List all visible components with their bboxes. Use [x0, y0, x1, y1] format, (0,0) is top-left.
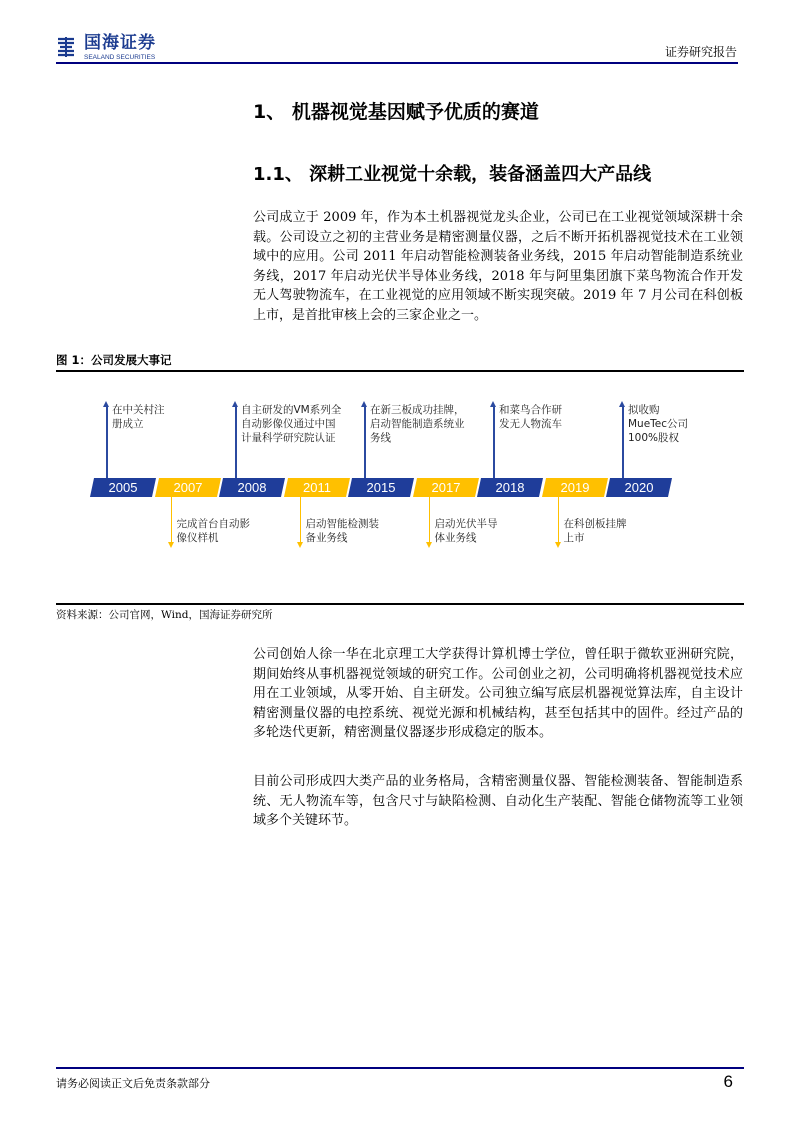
timeline-year-2017 — [412, 478, 478, 497]
timeline-year-2008 — [219, 478, 285, 497]
timeline-event: 完成首台自动影 像仪样机 — [176, 518, 250, 544]
timeline-year-label: 2011 — [302, 480, 331, 495]
logo-text-en: SEALAND SECURITIES — [84, 54, 156, 61]
timeline-year-2020 — [606, 478, 672, 497]
timeline-event: 拟收购 MueTec公司 100%股权 — [628, 404, 689, 444]
arrow-up-icon — [622, 406, 624, 478]
timeline-year-label: 2017 — [431, 480, 460, 495]
arrow-down-icon — [171, 497, 173, 543]
arrow-down-icon — [429, 497, 431, 543]
timeline-event: 自主研发的VM系列全 自动影像仪通过中国 计量科学研究院认证 — [241, 404, 342, 444]
timeline-year-label: 2019 — [560, 480, 589, 495]
timeline-year-2011 — [283, 478, 349, 497]
header-divider — [56, 62, 738, 64]
figure-title: 图 1：公司发展大事记 — [56, 353, 172, 367]
timeline-year-label: 2007 — [173, 480, 202, 495]
footer-divider — [56, 1067, 744, 1069]
timeline-year-2018 — [477, 478, 543, 497]
timeline-year-label: 2018 — [495, 480, 525, 495]
disclaimer-note: 请务必阅读正文后免责条款部分 — [56, 1077, 210, 1090]
page-number: 6 — [723, 1072, 733, 1091]
section-title: 1、 机器视觉基因赋予优质的赛道 — [253, 101, 539, 123]
timeline-event: 启动智能检测装 备业务线 — [305, 518, 379, 544]
arrow-up-icon — [364, 406, 366, 478]
arrow-up-icon — [106, 406, 108, 478]
figure-top-rule — [56, 370, 744, 372]
timeline-year-label: 2005 — [108, 480, 138, 495]
timeline-event: 在中关村注 册成立 — [112, 404, 165, 430]
figure-bottom-rule — [56, 603, 744, 605]
arrow-down-icon — [300, 497, 302, 543]
arrow-up-icon — [235, 406, 237, 478]
timeline-year-label: 2020 — [624, 480, 654, 495]
timeline-year-2007 — [154, 478, 220, 497]
products-paragraph: 目前公司形成四大类产品的业务格局，含精密测量仪器、智能检测装备、智能制造系统、无人物流车等，包含尺寸与缺陷检测、自动化生产装配、智能仓储物流等工业领域多个关键环节。 — [253, 774, 743, 828]
founder-paragraph: 公司创始人徐一华在北京理工大学获得计算机博士学位，曾任职于微软亚洲研究院，期间始终从事机器视觉领域的研究工作。公司创业之初，公司明确将机器视觉技术应用在工业领域，从零开始、自主研发。公司独立编写底层机器视觉算法库，自主设计精密测量仪器的电控系统、视觉光源和机械结构，甚至包括其中的固件。经过产品的多轮迭代更新，精密测量仪器逐步形成稳定的版本。 — [253, 647, 743, 740]
arrow-up-icon — [493, 406, 495, 478]
arrow-down-icon — [558, 497, 560, 543]
timeline-year-label: 2008 — [237, 480, 267, 495]
timeline-event: 启动光伏半导 体业务线 — [434, 518, 498, 544]
timeline-event: 在新三板成功挂牌， 启动智能制造系统业 务线 — [370, 404, 465, 444]
logo-text-cn: 国海证券 — [84, 33, 156, 53]
timeline-year-label: 2015 — [366, 480, 396, 495]
intro-paragraph: 公司成立于 2009 年，作为本土机器视觉龙头企业，公司已在工业视觉领域深耕十余载。公司设立之初的主营业务是精密测量仪器，之后不断开拓机器视觉技术在工业领域中的应用。公司 2011 年启动智能检测装备业务线，2015 年启动智能制造系统业务线，2017 年启动光伏半导体业务线，2018 年与阿里集团旗下菜鸟物流合作开发无人驾驶物流车，在工业视觉的应用领域不断实现突破。2019 年 7 月公司在科创板上市，是首批审核上会的三家企业之一。 — [253, 210, 743, 323]
timeline-year-2015 — [348, 478, 414, 497]
timeline-event: 在科创板挂牌 上市 — [563, 518, 627, 544]
timeline-year-2005 — [90, 478, 156, 497]
subsection-title: 1.1、 深耕工业视觉十余载，装备涵盖四大产品线 — [253, 164, 652, 185]
report-type-label: 证券研究报告 — [664, 45, 737, 59]
figure-source: 资料来源：公司官网，Wind，国海证券研究所 — [56, 609, 273, 621]
timeline-event: 和菜鸟合作研 发无人物流车 — [499, 404, 562, 430]
sealand-logo-icon — [56, 36, 76, 58]
timeline-year-2019 — [541, 478, 607, 497]
